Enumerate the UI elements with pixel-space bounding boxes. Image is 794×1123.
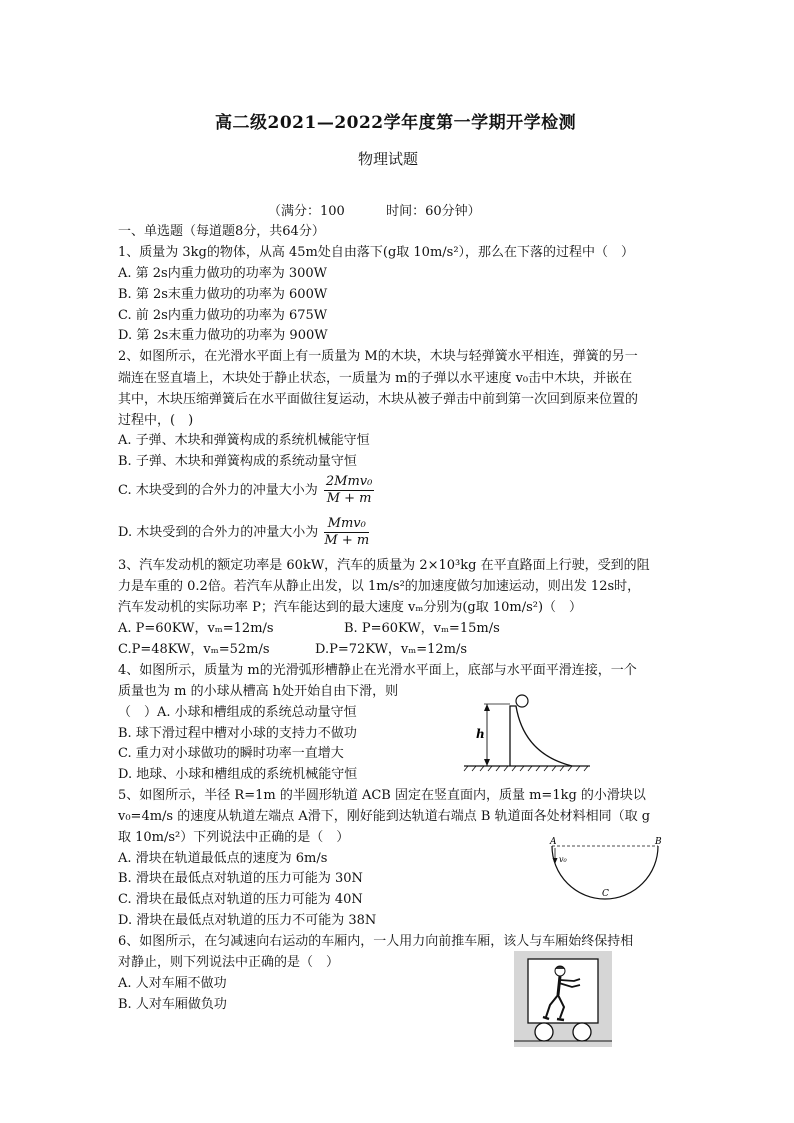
arrow-up-icon (484, 704, 490, 711)
fraction-numerator: 2Mmv₀ (325, 474, 373, 489)
section-heading: 一、单选题（每道题8分，共64分） (118, 224, 325, 239)
q6-option-b: B. 人对车厢做负功 (118, 997, 227, 1012)
q5-option-b: B. 滑块在最低点对轨道的压力可能为 30N (118, 871, 363, 886)
carriage-figure (514, 951, 612, 1047)
q3-stem-line2: 力是车重的 0.2倍。若汽车从静止出发，以 1m/s²的加速度做匀加速运动，则出发 12s时， (118, 579, 641, 594)
semicircle-track-figure (540, 834, 670, 904)
q3-option-c: C.P=48KW，vₘ=52m/s (118, 642, 270, 657)
q5-option-c: C. 滑块在最低点对轨道的压力可能为 40N (118, 892, 363, 907)
wheel-left (535, 1023, 553, 1041)
exam-info: （满分：100 时间：60分钟） (268, 204, 481, 219)
q6-option-a: A. 人对车厢不做功 (118, 976, 227, 991)
q4-stem-line1: 4、如图所示，质量为 m的光滑弧形槽静止在光滑水平面上，底部与水平面平滑连接，一个 (118, 663, 637, 678)
fraction-denominator: M + m (326, 491, 372, 506)
q4-option-d: D. 地球、小球和槽组成的系统机械能守恒 (118, 767, 358, 782)
q2-option-b: B. 子弹、木块和弹簧构成的系统动量守恒 (118, 454, 357, 469)
q2-stem-line1: 2、如图所示，在光滑水平面上有一质量为 M的木块，木块与轻弹簧水平相连，弹簧的另一 (118, 349, 638, 364)
q5-stem-line2: v₀=4m/s 的速度从轨道左端点 A滑下，刚好能到达轨道右端点 B 轨道面各处材料相同（取 g (118, 809, 651, 824)
slot-body (510, 706, 572, 766)
point-a-label: A (550, 837, 557, 847)
q2-option-c (118, 474, 374, 507)
ball (516, 695, 528, 707)
q3-option-b: B. P=60KW，vₘ=15m/s (344, 621, 500, 636)
q3-stem-line3: 汽车发动机的实际功率 P；汽车能达到的最大速度 vₘ分别为(g取 10m/s²)（ ） (118, 600, 583, 615)
q4-stem-line2: 质量也为 m 的小球从槽高 h处开始自由下滑，则 (118, 684, 399, 699)
q5-option-a: A. 滑块在轨道最低点的速度为 6m/s (118, 851, 328, 866)
q1-stem: 1、质量为 3kg的物体，从高 45m处自由落下(g取 10m/s²），那么在下落的过程中（ ） (118, 245, 635, 260)
q3-option-d: D.P=72KW，vₘ=12m/s (315, 642, 468, 657)
q4-option-b: B. 球下滑过程中槽对小球的支持力不做功 (118, 726, 357, 741)
height-label: h (476, 727, 485, 741)
page-subtitle: 物理试题 (358, 150, 419, 168)
q1-option-a: A. 第 2s内重力做功的功率为 300W (118, 266, 328, 281)
q5-stem-line3: 取 10m/s²）下列说法中正确的是（ ） (118, 830, 350, 845)
q5-option-d: D. 滑块在最低点对轨道的压力不可能为 38N (118, 913, 377, 928)
q3-stem-line1: 3、汽车发动机的额定功率是 60kW，汽车的质量为 2×10³kg 在平直路面上行驶，受到的阻 (118, 558, 650, 573)
q1-option-d: D. 第 2s末重力做功的功率为 900W (118, 328, 328, 343)
arrow-down-icon (484, 759, 490, 766)
point-b-label: B (655, 837, 662, 847)
q6-stem-line2: 对静止，则下列说法中正确的是（ ） (118, 955, 340, 970)
q2-option-d (118, 516, 369, 549)
q6-stem-line1: 6、如图所示，在匀减速向右运动的车厢内，一人用力向前推车厢，该人与车厢始终保持相 (118, 934, 634, 949)
wheel-right (573, 1023, 591, 1041)
point-c-label: C (602, 889, 609, 899)
q2-stem-line3: 其中，木块压缩弹簧后在水平面做往复运动，木块从被子弹击中前到第一次回到原来位置的 (118, 392, 639, 407)
q5-stem-line1: 5、如图所示，半径 R=1m 的半圆形轨道 ACB 固定在竖直面内，质量 m=1kg 的小滑块以 (118, 788, 646, 803)
arc-slot-figure (462, 692, 592, 772)
velocity-label: v₀ (559, 855, 567, 864)
q2-option-d-label: D. 木块受到的合外力的冲量大小为 (118, 525, 319, 540)
q1-option-c: C. 前 2s内重力做功的功率为 675W (118, 308, 328, 323)
q2-option-d-fraction (324, 516, 369, 549)
fraction-numerator: Mmv₀ (324, 516, 369, 533)
q2-option-c-label: C. 木块受到的合外力的冲量大小为 (118, 483, 318, 498)
q2-stem-line2: 端连在竖直墙上，木块处于静止状态，一质量为 m的子弹以水平速度 v₀击中木块，并嵌在 (118, 371, 633, 386)
q4-option-a: （ ）A. 小球和槽组成的系统总动量守恒 (118, 705, 357, 720)
q1-option-b: B. 第 2s末重力做功的功率为 600W (118, 287, 328, 302)
q4-option-c: C. 重力对小球做功的瞬时功率一直增大 (118, 746, 344, 761)
q2-option-a: A. 子弹、木块和弹簧构成的系统机械能守恒 (118, 433, 370, 448)
arrow-down-icon (553, 858, 558, 864)
q2-stem-line4: 过程中，( ) (118, 413, 194, 428)
ground-hatching (464, 766, 588, 771)
q2-option-c-fraction (324, 474, 374, 507)
page-title: 高二级2021—2022学年度第一学期开学检测 (215, 113, 577, 133)
fraction-denominator: M + m (324, 533, 370, 548)
q3-option-a: A. P=60KW，vₘ=12m/s (118, 621, 274, 636)
